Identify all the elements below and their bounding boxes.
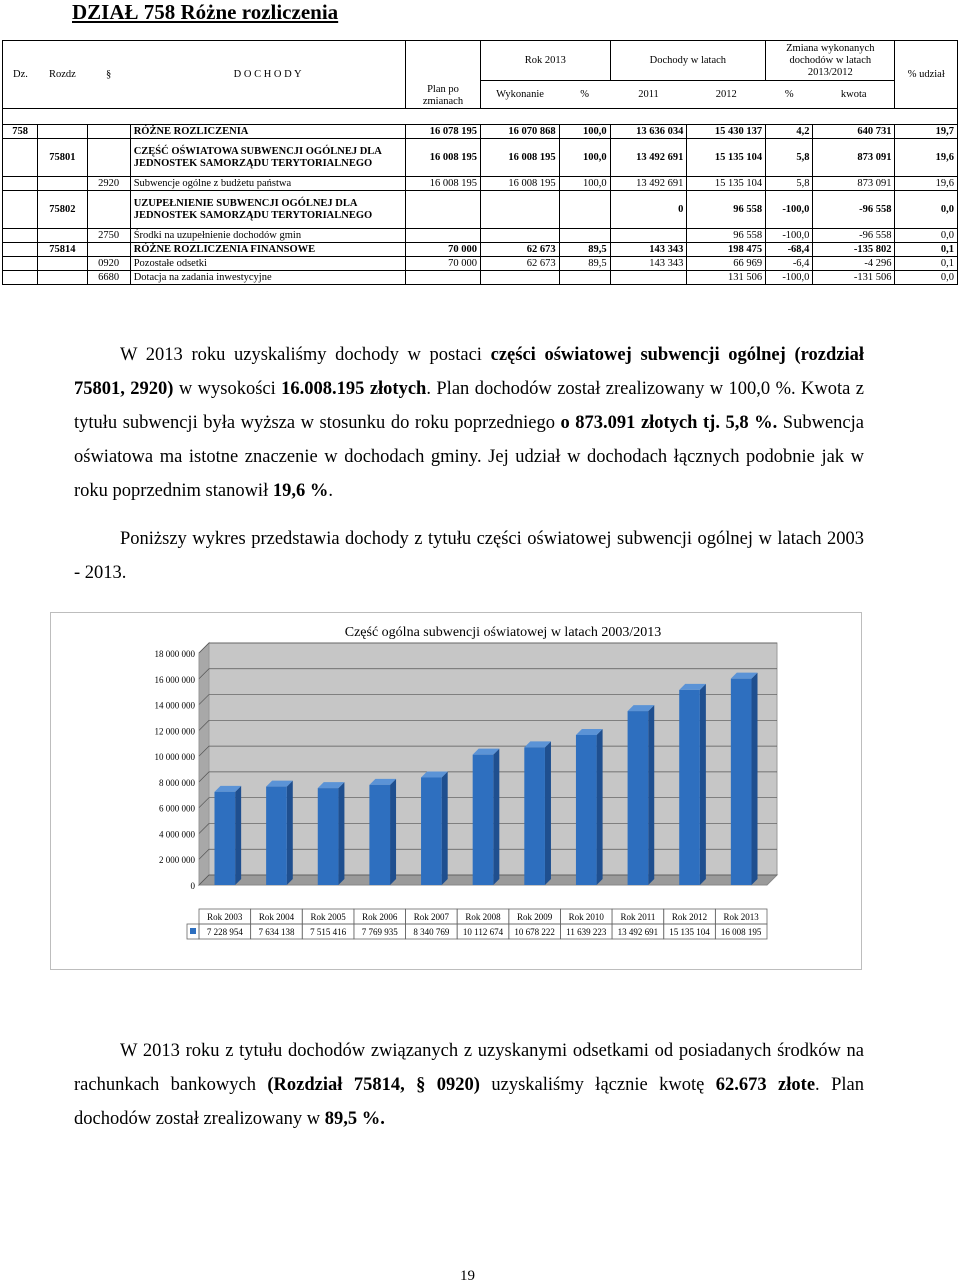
cell-paragraph: 6680 — [87, 271, 130, 285]
cell-plan — [406, 229, 481, 243]
cell-udzial: 0,0 — [895, 271, 958, 285]
cell-udzial: 0,1 — [895, 257, 958, 271]
bar — [731, 679, 752, 885]
header-udzial: % udział — [895, 41, 958, 109]
page-number: 19 — [460, 1268, 475, 1284]
cell-name: Dotacja na zadania inwestycyjne — [130, 271, 405, 285]
cell-2011: 13 492 691 — [610, 177, 687, 191]
x-tick-label: Rok 2003 — [207, 912, 243, 922]
header-pct-wykonania: % — [559, 81, 610, 109]
bar-side — [338, 782, 344, 885]
y-tick-label: 4 000 000 — [159, 829, 195, 840]
cell-paragraph: 2750 — [87, 229, 130, 243]
y-tick-label: 8 000 000 — [159, 777, 195, 788]
cell-name: RÓŻNE ROZLICZENIA — [130, 125, 405, 139]
chart-side-wall — [199, 643, 209, 885]
cell-wykonanie: 62 673 — [480, 243, 559, 257]
cell-2012: 131 506 — [687, 271, 766, 285]
page-title: DZIAŁ 758 Różne rozliczenia — [72, 0, 339, 24]
header-zmiana: Zmiana wykonanych dochodów w latach 2013/2012 — [766, 41, 895, 81]
bar — [628, 711, 649, 885]
cell-udzial: 0,0 — [895, 229, 958, 243]
table-row — [3, 139, 958, 177]
bar — [524, 747, 545, 885]
data-label: 7 769 935 — [361, 927, 398, 937]
cell-zmiana-pct: 5,8 — [766, 139, 813, 177]
cell-name: UZUPEŁNIENIE SUBWENCJI OGÓLNEJ DLA JEDNOSTEK SAMORZĄDU TERYTORIALNEGO — [130, 191, 405, 229]
cell-zmiana-pct: -100,0 — [766, 271, 813, 285]
cell-rozdz — [38, 177, 87, 191]
cell-rozdz — [38, 257, 87, 271]
table-row — [3, 177, 958, 191]
data-label: 7 634 138 — [258, 927, 295, 937]
bar-side — [442, 771, 448, 885]
x-tick-label: Rok 2006 — [362, 912, 398, 922]
cell-zmiana-pct: -100,0 — [766, 229, 813, 243]
cell-paragraph — [87, 243, 130, 257]
header-wykonanie: Wykonanie — [480, 81, 559, 109]
cell-plan: 70 000 — [406, 257, 481, 271]
cell-2011: 0 — [610, 191, 687, 229]
cell-pct: 100,0 — [559, 125, 610, 139]
cell-dz — [3, 243, 38, 257]
cell-wykonanie: 16 008 195 — [480, 139, 559, 177]
cell-plan: 16 008 195 — [406, 139, 481, 177]
y-tick-label: 14 000 000 — [154, 700, 195, 711]
cell-pct: 89,5 — [559, 257, 610, 271]
cell-name: Subwencje ogólne z budżetu państwa — [130, 177, 405, 191]
cell-paragraph: 0920 — [87, 257, 130, 271]
cell-zmiana-pct: -68,4 — [766, 243, 813, 257]
bar-side — [235, 786, 241, 885]
cell-dz — [3, 257, 38, 271]
cell-rozdz — [38, 125, 87, 139]
chart-svg — [51, 613, 861, 969]
bar — [679, 690, 700, 885]
header-rok-2013: Rok 2013 — [480, 41, 610, 81]
cell-name: Środki na uzupełnienie dochodów gmin — [130, 229, 405, 243]
cell-dz — [3, 191, 38, 229]
cell-udzial: 0,0 — [895, 191, 958, 229]
cell-rozdz — [38, 229, 87, 243]
data-label: 7 515 416 — [310, 927, 347, 937]
bar-side — [545, 741, 551, 885]
header-pct-zmiany: % — [766, 81, 813, 109]
x-tick-label: Rok 2013 — [723, 912, 759, 922]
cell-plan: 16 008 195 — [406, 177, 481, 191]
header-plan-po-zmianach: Plan po zmianach — [406, 41, 481, 109]
bar-side — [597, 729, 603, 885]
header-2011: 2011 — [610, 81, 687, 109]
cell-2011 — [610, 271, 687, 285]
cell-plan — [406, 271, 481, 285]
cell-kwota: -4 296 — [813, 257, 895, 271]
cell-zmiana-pct: 5,8 — [766, 177, 813, 191]
cell-rozdz: 75801 — [38, 139, 87, 177]
table-row — [3, 125, 958, 139]
cell-2012: 96 558 — [687, 229, 766, 243]
y-tick-label: 6 000 000 — [159, 803, 195, 814]
cell-udzial: 19,6 — [895, 139, 958, 177]
header-dz: Dz. — [3, 41, 38, 109]
header-dochody: D O C H O D Y — [130, 41, 405, 109]
cell-2011: 13 492 691 — [610, 139, 687, 177]
bar-side — [752, 673, 758, 885]
x-tick-label: Rok 2007 — [413, 912, 449, 922]
cell-2011: 143 343 — [610, 243, 687, 257]
cell-wykonanie — [480, 229, 559, 243]
cell-paragraph — [87, 125, 130, 139]
cell-pct: 100,0 — [559, 139, 610, 177]
y-tick-label: 18 000 000 — [154, 649, 195, 659]
x-tick-label: Rok 2004 — [258, 912, 295, 922]
cell-pct: 100,0 — [559, 177, 610, 191]
data-label: 7 228 954 — [206, 927, 243, 937]
cell-wykonanie: 16 070 868 — [480, 125, 559, 139]
bar — [369, 785, 390, 885]
cell-kwota: -96 558 — [813, 229, 895, 243]
header-kwota: kwota — [813, 81, 895, 109]
table-body — [3, 125, 958, 285]
cell-2012: 15 135 104 — [687, 177, 766, 191]
bar-side — [493, 749, 499, 885]
data-label: 10 678 222 — [514, 927, 555, 937]
cell-kwota: 873 091 — [813, 177, 895, 191]
cell-dz: 758 — [3, 125, 38, 139]
cell-plan: 16 078 195 — [406, 125, 481, 139]
cell-pct: 89,5 — [559, 243, 610, 257]
cell-udzial: 19,7 — [895, 125, 958, 139]
header-2012: 2012 — [687, 81, 766, 109]
cell-plan — [406, 191, 481, 229]
x-tick-label: Rok 2008 — [465, 912, 501, 922]
bar — [318, 788, 339, 885]
x-tick-label: Rok 2005 — [310, 912, 346, 922]
data-label: 10 112 674 — [462, 927, 504, 937]
cell-2012: 15 430 137 — [687, 125, 766, 139]
y-tick-label: 0 — [190, 881, 195, 891]
cell-name: Pozostałe odsetki — [130, 257, 405, 271]
cell-kwota: -96 558 — [813, 191, 895, 229]
x-tick-label: Rok 2009 — [517, 912, 553, 922]
cell-dz — [3, 229, 38, 243]
x-tick-label: Rok 2012 — [671, 912, 708, 922]
cell-udzial: 19,6 — [895, 177, 958, 191]
data-label: 15 135 104 — [669, 927, 710, 937]
cell-rozdz: 75814 — [38, 243, 87, 257]
data-label: 8 340 769 — [413, 927, 450, 937]
bar-side — [700, 684, 706, 885]
chart-title: Część ogólna subwencji oświatowej w latach 2003/2013 — [344, 625, 662, 640]
cell-dz — [3, 139, 38, 177]
cell-wykonanie — [480, 271, 559, 285]
cell-kwota: 640 731 — [813, 125, 895, 139]
header-rozdz: Rozdz — [38, 41, 87, 109]
cell-2012: 198 475 — [687, 243, 766, 257]
cell-zmiana-pct: -100,0 — [766, 191, 813, 229]
data-label: 16 008 195 — [720, 927, 762, 937]
cell-udzial: 0,1 — [895, 243, 958, 257]
table-row — [3, 229, 958, 243]
cell-dz — [3, 271, 38, 285]
bar-side — [648, 705, 654, 885]
cell-pct — [559, 271, 610, 285]
bar — [266, 787, 287, 885]
x-tick-label: Rok 2011 — [620, 912, 656, 922]
cell-paragraph: 2920 — [87, 177, 130, 191]
cell-pct — [559, 229, 610, 243]
cell-2012: 96 558 — [687, 191, 766, 229]
bar — [214, 792, 235, 885]
cell-kwota: 873 091 — [813, 139, 895, 177]
x-tick-label: Rok 2010 — [568, 912, 604, 922]
cell-2011 — [610, 229, 687, 243]
budget-table — [2, 40, 958, 285]
header-dochody-w-latach: Dochody w latach — [610, 41, 766, 81]
table-row — [3, 257, 958, 271]
header-paragraph: § — [87, 41, 130, 109]
paragraph-odsetki: W 2013 roku z tytułu dochodów związanych z uzyskanymi odsetkami od posiadanych środków na rachunkach bankowych (Rozdział 75814, § 0920) uzyskaliśmy łącznie kwotę 62.673 złote. Plan dochodów został zrealizowany w 89,5 %. — [74, 1041, 864, 1129]
subwencja-chart — [50, 612, 862, 970]
cell-2011: 143 343 — [610, 257, 687, 271]
cell-pct — [559, 191, 610, 229]
cell-paragraph — [87, 139, 130, 177]
bar — [473, 755, 494, 885]
y-tick-label: 2 000 000 — [159, 855, 195, 866]
data-label: 13 492 691 — [617, 927, 659, 937]
cell-paragraph — [87, 191, 130, 229]
data-label: 11 639 223 — [566, 927, 607, 937]
cell-wykonanie — [480, 191, 559, 229]
table-row — [3, 191, 958, 229]
legend-swatch — [190, 928, 196, 934]
table-row — [3, 243, 958, 257]
cell-rozdz: 75802 — [38, 191, 87, 229]
paragraph-chart-intro: Poniższy wykres przedstawia dochody z tytułu części oświatowej subwencji ogólnej w latach 2003 - 2013. — [74, 529, 864, 583]
paragraph-subwencja: W 2013 roku uzyskaliśmy dochody w postaci części oświatowej subwencji ogólnej (rozdział 75801, 2920) w wysokości 16.008.195 złotych. Plan dochodów został zrealizowany w 100,0 %. Kwota z tytułu subwencji była wyższa w stosunku do roku poprzedniego o 873.091 złotych tj. 5,8 %. Subwencja oświatowa ma istotne znaczenie w dochodach gminy. Jej udział w dochodach łącznych podobnie jak w roku poprzednim stanowił 19,6 %. — [74, 345, 864, 501]
cell-wykonanie: 62 673 — [480, 257, 559, 271]
y-tick-label: 16 000 000 — [154, 674, 195, 685]
bar — [576, 735, 597, 885]
y-tick-label: 12 000 000 — [154, 726, 195, 737]
bar — [421, 777, 442, 885]
cell-wykonanie: 16 008 195 — [480, 177, 559, 191]
bar-side — [390, 779, 396, 885]
cell-rozdz — [38, 271, 87, 285]
y-tick-label: 10 000 000 — [154, 752, 195, 763]
cell-kwota: -135 802 — [813, 243, 895, 257]
cell-name: CZĘŚĆ OŚWIATOWA SUBWENCJI OGÓLNEJ DLA JEDNOSTEK SAMORZĄDU TERYTORIALNEGO — [130, 139, 405, 177]
cell-plan: 70 000 — [406, 243, 481, 257]
bar-side — [287, 781, 293, 885]
cell-kwota: -131 506 — [813, 271, 895, 285]
cell-2012: 66 969 — [687, 257, 766, 271]
cell-zmiana-pct: -6,4 — [766, 257, 813, 271]
cell-2012: 15 135 104 — [687, 139, 766, 177]
cell-name: RÓŻNE ROZLICZENIA FINANSOWE — [130, 243, 405, 257]
table-row — [3, 271, 958, 285]
cell-dz — [3, 177, 38, 191]
cell-2011: 13 636 034 — [610, 125, 687, 139]
cell-zmiana-pct: 4,2 — [766, 125, 813, 139]
